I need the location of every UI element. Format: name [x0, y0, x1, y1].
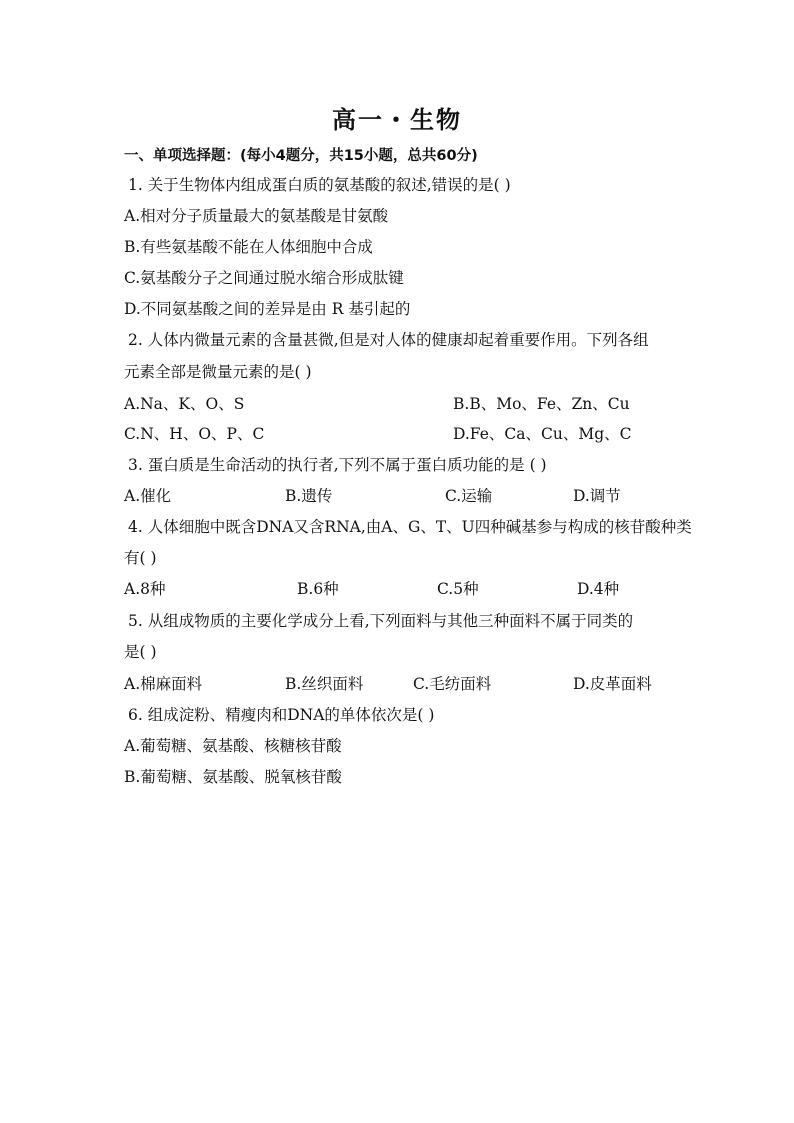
question-3-stem: 3. 蛋白质是生命活动的执行者,下列不属于蛋白质功能的是 ( )	[128, 456, 547, 474]
question-3-option-d: D.调节	[573, 487, 621, 505]
section-heading: 一、单项选择题：(每小4题分，共15小题，总共60分)	[124, 148, 478, 164]
page-title: 高一・生物	[332, 106, 462, 134]
question-2-stem-line-2: 元素全部是微量元素的是( )	[124, 363, 312, 381]
question-4-stem-line-2: 有( )	[124, 549, 157, 567]
question-6-stem: 6. 组成淀粉、精瘦肉和DNA的单体依次是( )	[128, 706, 435, 724]
question-1-stem: 1. 关于生物体内组成蛋白质的氨基酸的叙述,错误的是( )	[128, 176, 511, 194]
question-5-option-a: A.棉麻面料	[124, 675, 203, 693]
question-3-option-b: B.遗传	[285, 487, 333, 505]
question-4-option-b: B.6种	[297, 580, 339, 598]
question-4-stem-line-1: 4. 人体细胞中既含DNA又含RNA,由A、G、T、U四种碱基参与构成的核苷酸种类	[128, 518, 692, 536]
question-2-option-a: A.Na、K、O、S	[124, 395, 245, 413]
question-1-option-d: D.不同氨基酸之间的差异是由 R 基引起的	[124, 300, 411, 318]
question-4-option-c: C.5种	[437, 580, 479, 598]
question-1-option-a: A.相对分子质量最大的氨基酸是甘氨酸	[124, 207, 389, 225]
question-2-option-b: B.B、Mo、Fe、Zn、Cu	[453, 395, 630, 413]
question-2-stem-line-1: 2. 人体内微量元素的含量甚微,但是对人体的健康却起着重要作用。下列各组	[128, 331, 649, 349]
question-3-option-c: C.运输	[445, 487, 493, 505]
question-4-option-d: D.4种	[577, 580, 620, 598]
question-3-option-a: A.催化	[124, 487, 172, 505]
question-4-option-a: A.8种	[124, 580, 166, 598]
question-2-option-d: D.Fe、Ca、Cu、Mg、C	[453, 425, 632, 443]
question-2-option-c: C.N、H、O、P、C	[124, 425, 265, 443]
question-5-option-c: C.毛纺面料	[413, 675, 492, 693]
question-5-option-d: D.皮革面料	[573, 675, 652, 693]
question-5-option-b: B.丝织面料	[285, 675, 364, 693]
question-1-option-b: B.有些氨基酸不能在人体细胞中合成	[124, 238, 373, 256]
question-5-stem-line-2: 是( )	[124, 643, 157, 661]
question-1-option-c: C.氨基酸分子之间通过脱水缩合形成肽键	[124, 269, 404, 287]
question-5-stem-line-1: 5. 从组成物质的主要化学成分上看,下列面料与其他三种面料不属于同类的	[128, 612, 634, 630]
question-6-option-a: A.葡萄糖、氨基酸、核糖核苷酸	[124, 737, 342, 755]
question-6-option-b: B.葡萄糖、氨基酸、脱氧核苷酸	[124, 768, 342, 786]
